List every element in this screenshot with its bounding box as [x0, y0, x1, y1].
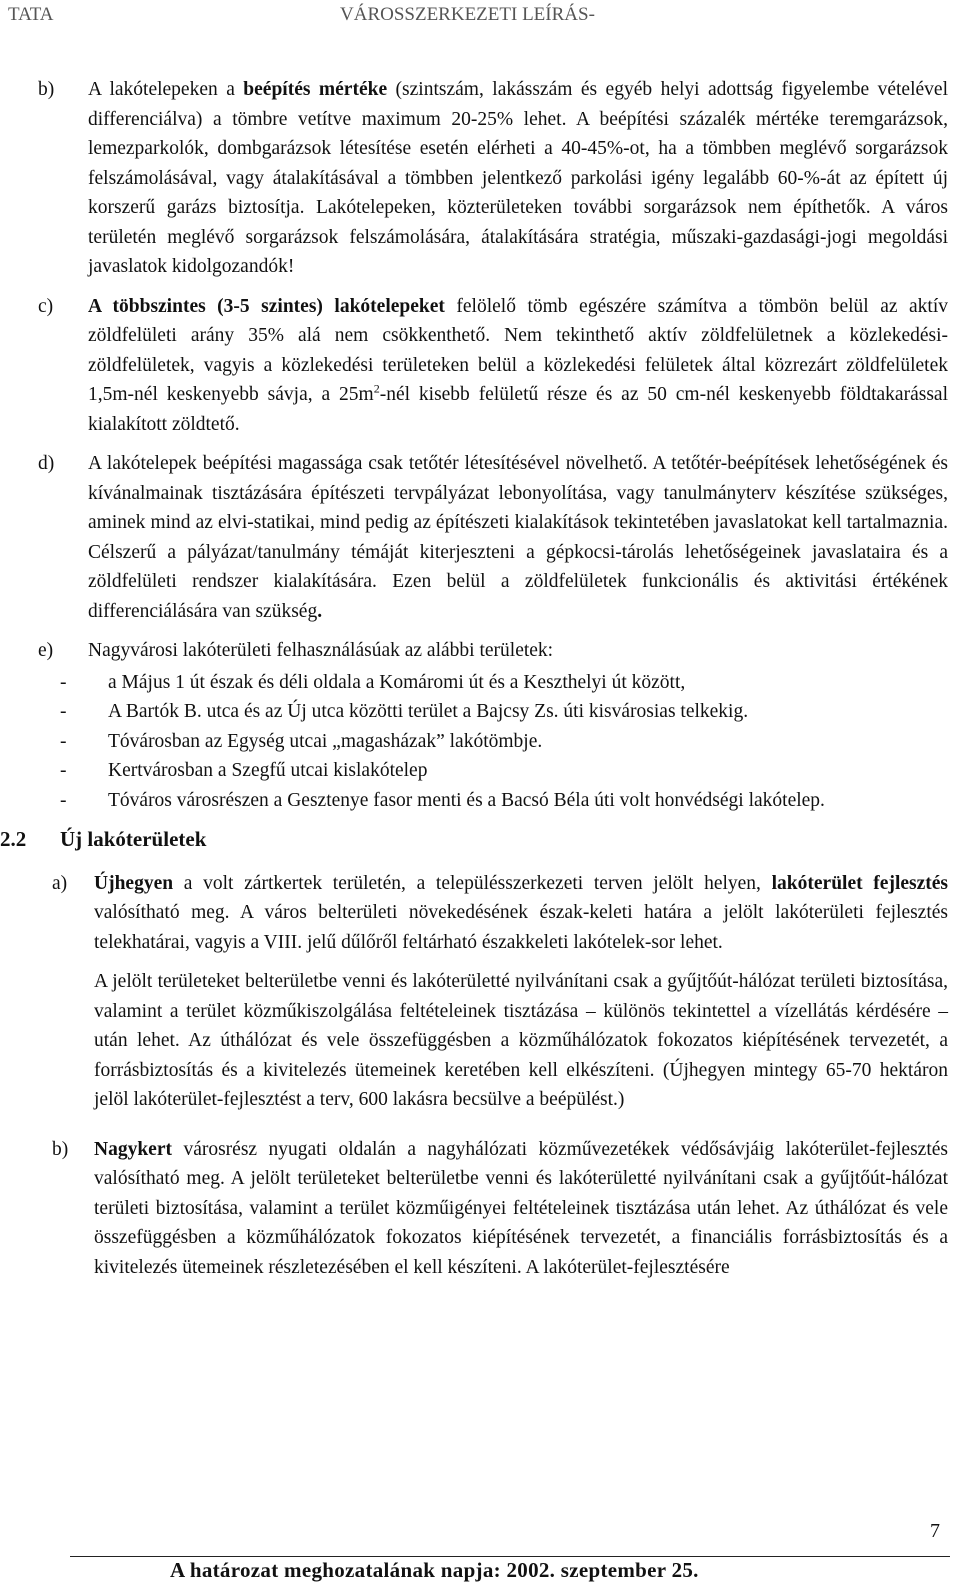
text-run: városrész nyugati oldalán a nagyhálózati közművezetékek védősávjáig lakóterület-fejlesztés valósítható meg. A jelölt területeket belterületbe venni és lakóterületté nyilvánítani csak a gyűjtőút-hálózat területi biztosítása, valamint a terület közműigényei feltételeinek tisztázása után lehet. Az úthálózat és vele összefüggésben a közműhálózatok fokozatos kiépítésének tervezetét, a financiális forrásbiztosítás és a kivitelezés ütemeinek részletezésében el kell készíteni. A lakóterület-fejlesztésére	[94, 1138, 948, 1278]
page-number: 7	[930, 1520, 940, 1542]
dash-bullet: -	[60, 671, 67, 693]
list-item-text: a Május 1 út észak és déli oldala a Komáromi út és a Keszthelyi út között,	[108, 671, 686, 693]
item-label: a)	[52, 872, 68, 894]
item-text	[94, 869, 948, 1125]
item-text: Nagyvárosi lakóterületi felhasználásúak az alábbi területek:	[88, 640, 554, 661]
section-heading	[0, 825, 948, 855]
bold-run: beépítés mértéke	[243, 79, 388, 100]
dash-bullet: -	[60, 789, 67, 811]
list-item-text: Tóváros városrészen a Gesztenye fasor menti és a Bacsó Béla úti volt honvédségi lakótelep.	[108, 789, 825, 811]
bold-run: Nagykert	[94, 1138, 172, 1160]
text-run: A lakótelepek beépítési magassága csak tetőtér létesítésével növelhető. A tetőtér-beépítések lehetőségének és kívánalmainak tisztázására építészeti tervpályázat lebonyolítása, vagy tanulmányterv készítése szükséges, aminek mind az elvi-statikai, mind pedig az építészeti kialakítások tekintetében javaslatokat kell tartalmaznia. Célszerű a pályázat/tanulmány témáját kiterjeszteni a gépkocsi-tárolás lehetőségeinek javaslataira és a zöldfelületi rendszer kialakítására. Ezen belül a zöldfelületek funkcionális és aktivitási értékének differenciálására van szükség	[88, 453, 948, 622]
item-c	[38, 292, 948, 440]
text-run: felölelő tömb egészére számítva a tömbön belül az aktív zöldfelületi arány 35% alá nem csökkenthető. Nem tekinthető aktív zöldfelületnek a közlekedési-zöldfelületek, vagyis a közlekedési területeken belül a közlekedési felületek által közrezárt zöldfelületek 1,5m-nél keskenyebb sávja, a 25m	[88, 295, 949, 405]
item-label: c)	[38, 295, 54, 317]
item-b	[38, 75, 948, 282]
bold-run: A többszintes (3-5 szintes) lakótelepeket	[88, 295, 445, 317]
bold-run: Újhegyen	[94, 872, 174, 894]
list-item-text: Tóvárosban az Egység utcai „magasházak” lakótömbje.	[108, 730, 543, 752]
bold-run: .	[317, 600, 323, 622]
list-item-text: Kertvárosban a Szegfű utcai kislakótelep	[108, 760, 428, 781]
item-text	[88, 449, 948, 626]
item-label: b)	[52, 1138, 69, 1160]
dash-list	[38, 668, 948, 816]
section-number: 2.2	[0, 827, 27, 851]
list-item-text: A Bartók B. utca és az Új utca közötti terület a Bajcsy Zs. úti kisvárosias telkekig.	[108, 701, 749, 722]
section-title: Új lakóterületek	[60, 827, 207, 851]
header-left: TATA	[8, 4, 54, 25]
header-title: VÁROSSZERKEZETI LEÍRÁS-	[340, 4, 595, 25]
footer-rule	[70, 1556, 950, 1557]
dash-bullet: -	[60, 730, 67, 752]
paragraph: A jelölt területeket belterületbe venni és lakóterületté nyilvánítani csak a gyűjtőút-hálózat területi biztosítása, valamint a terület közműkiszolgálása feltételeinek tisztázása – különös tekintettel a vízellátás kérdésére – után lehet. Az úthálózat és vele összefüggésben a közműhálózatok fokozatos kiépítésének tervezetét, a forrásbiztosítás és a kivitelezés ütemeinek keretében kell elkészíteni. (Újhegyen mintegy 65-70 hektáron jelöl lakóterület-fejlesztést a terv, 600 lakásra becsülve a beépülést.)	[94, 971, 948, 1110]
item-text	[88, 75, 948, 282]
list-item	[60, 756, 948, 786]
item-text	[94, 1135, 948, 1283]
bold-run: lakóterület fejlesztés	[771, 872, 948, 894]
dash-bullet: -	[60, 701, 67, 722]
superscript: 2	[373, 381, 380, 396]
text-run: A lakótelepeken a	[88, 79, 244, 100]
item-e	[38, 636, 948, 666]
list-item	[60, 697, 948, 727]
text-run: -nél kisebb felületű része és az 50 cm-nél keskenyebb földtakarással kialakított zöldtető.	[88, 384, 948, 435]
list-item	[60, 668, 948, 698]
paragraph	[94, 869, 948, 958]
page-footer: A határozat meghozatalának napja: 2002. szeptember 25.	[170, 1558, 699, 1582]
item-label: b)	[38, 79, 55, 100]
item-d	[38, 449, 948, 626]
text-run: valósítható meg. A város belterületi növekedésének észak-keleti határa a jelölt lakóterületi fejlesztés telekhatárai, vagyis a VIII. jelű dűlőről feltárható északkeleti lakótelek-sor lehet.	[94, 902, 948, 953]
item-text	[88, 292, 948, 440]
item-label: d)	[38, 453, 55, 474]
list-item	[60, 786, 948, 816]
document-body	[0, 75, 949, 1292]
subitem-b	[52, 1135, 948, 1283]
subitem-a	[52, 869, 948, 1125]
item-label: e)	[38, 640, 54, 661]
list-item	[60, 727, 948, 757]
dash-bullet: -	[60, 760, 67, 781]
page-header	[0, 0, 960, 30]
text-run: (szintszám, lakásszám és egyéb helyi adottság figyelembe vételével differenciálva) a tömbre vetítve maximum 20-25% lehet. A beépítési százalék mértéke teremgarázsok, lemezparkolók, dombgarázsok létesítése esetén elérheti a 40-45%-ot, ha a tömbben meglévő sorgarázsok felszámolásával, vagy átalakításával a tömbben jelentkező parkolási igény legalább 60-%-át az épített új korszerű garázs biztosítja. Lakótelepeken, közterületeken további sorgarázsok nem építhetők. A város területén meglévő sorgarázsok felszámolására, átalakítására stratégia, műszaki-gazdasági-jogi megoldási javaslatok kidolgozandók!	[88, 79, 948, 277]
text-run: a volt zártkertek területén, a településszerkezeti terven jelölt helyen,	[173, 872, 772, 894]
